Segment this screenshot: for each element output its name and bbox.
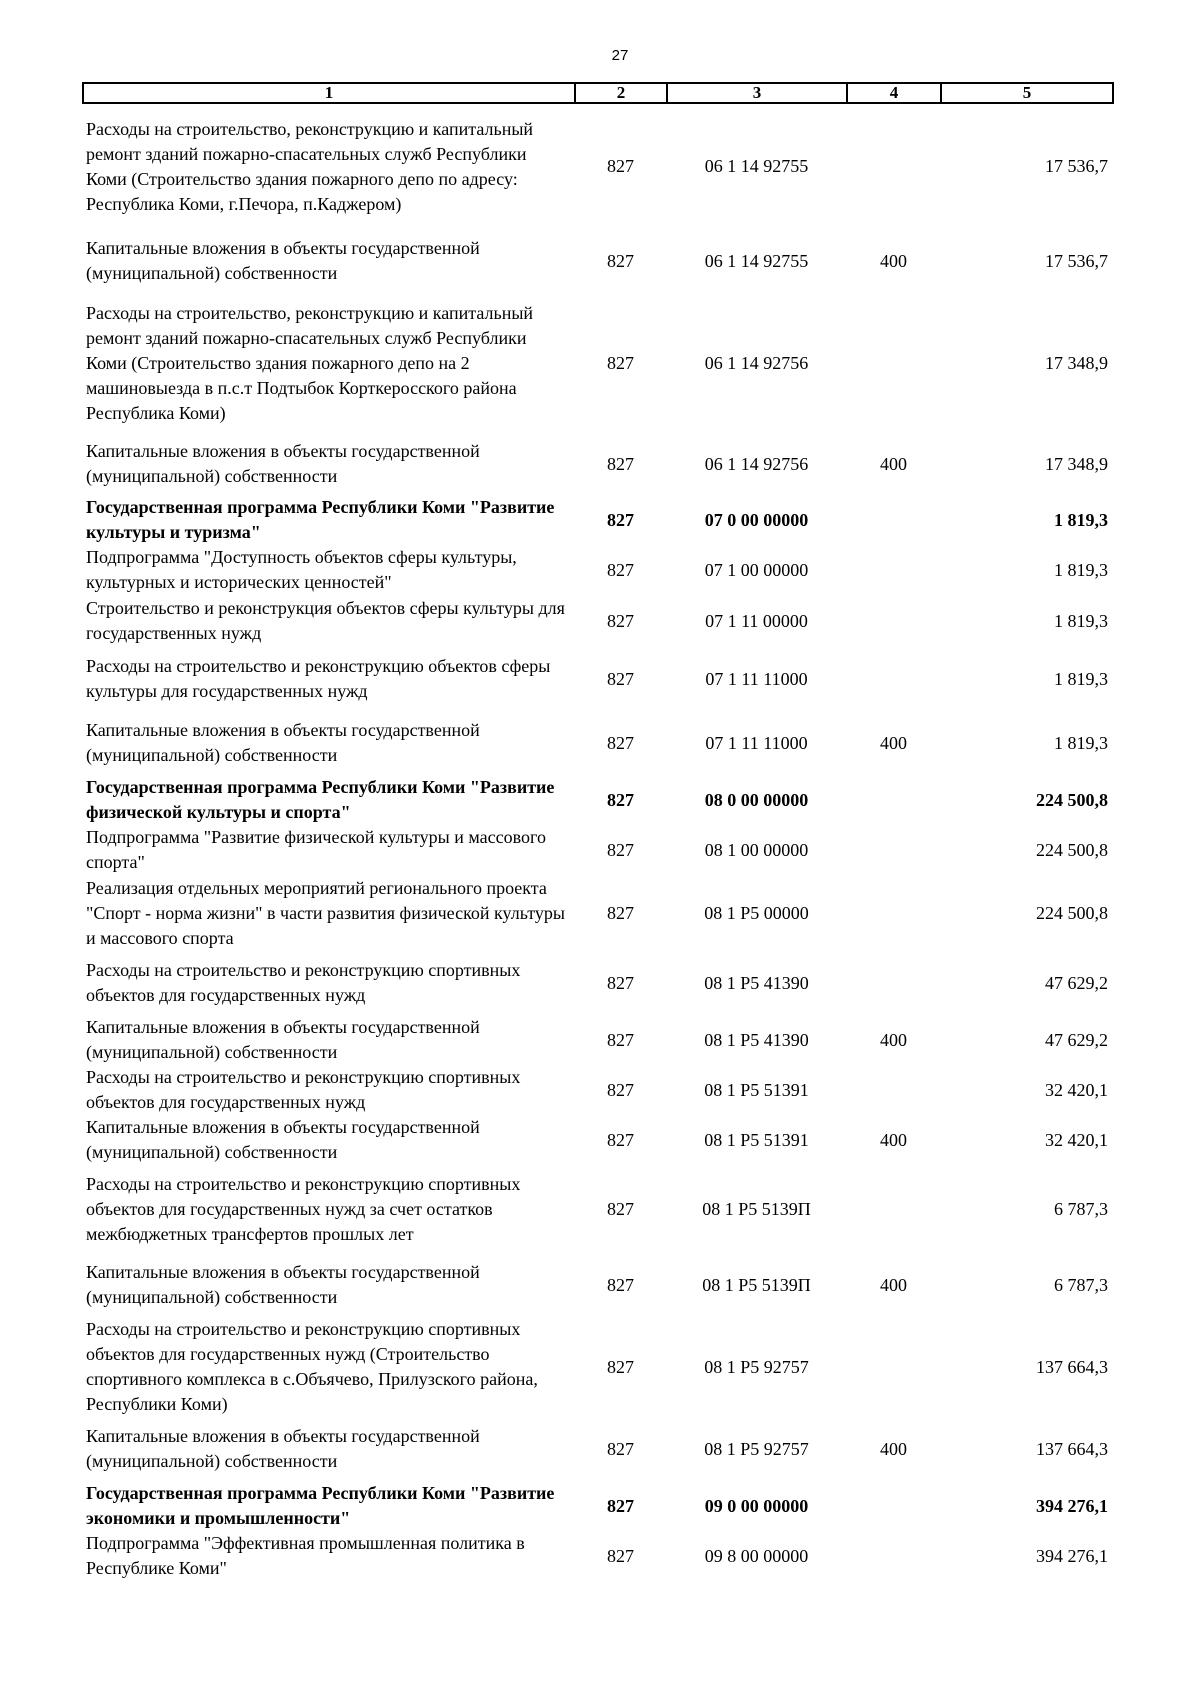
row-name: Расходы на строительство и реконструкцию спортивных объектов для государственных нужд	[86, 960, 521, 1005]
table-row	[83, 647, 1113, 711]
row-amount: 1 819,3	[1054, 732, 1108, 753]
row-name: Расходы на строительство и реконструкцию спортивных объектов для государственных нужд	[86, 1067, 521, 1112]
row-name: Подпрограмма "Развитие физической культуры и массового спорта"	[86, 827, 546, 872]
row-code: 827	[607, 156, 634, 176]
row-expense-type	[847, 647, 941, 711]
table-row	[83, 229, 1113, 293]
row-name: Капитальные вложения в объекты государственной (муниципальной) собственности	[86, 1262, 480, 1307]
header-col-3: 3	[667, 83, 847, 103]
table-row	[83, 875, 1113, 951]
row-expense-type	[847, 1481, 941, 1531]
row-expense-type: 400	[880, 250, 907, 271]
table-row	[83, 775, 1113, 825]
row-name: Расходы на строительство и реконструкцию спортивных объектов для государственных нужд за счет остатков межбюджетных трансфертов прошлых лет	[86, 1173, 521, 1244]
row-expense-type	[847, 103, 941, 229]
table-row	[83, 1417, 1113, 1481]
table-row	[83, 433, 1113, 495]
row-amount: 394 276,1	[1036, 1545, 1108, 1566]
table-row	[83, 951, 1113, 1015]
row-expense-type	[847, 293, 941, 433]
row-name: Государственная программа Республики Коми "Развитие физической культуры и спорта"	[86, 777, 555, 822]
row-target-code: 08 1 P5 41390	[704, 1029, 809, 1050]
row-code: 827	[607, 1198, 634, 1219]
row-code: 827	[607, 1079, 634, 1100]
row-code: 827	[607, 1545, 634, 1566]
row-expense-type: 400	[880, 1438, 907, 1459]
row-expense-type: 400	[880, 732, 907, 753]
table-row	[83, 1317, 1113, 1417]
header-row	[83, 83, 1113, 103]
row-amount: 1 819,3	[1054, 559, 1108, 580]
header-col-1: 1	[83, 83, 575, 103]
row-code: 827	[607, 732, 634, 753]
row-code: 827	[607, 1495, 634, 1516]
row-code: 827	[607, 250, 634, 271]
row-code: 827	[607, 972, 634, 993]
row-amount: 224 500,8	[1036, 902, 1108, 923]
row-name: Капитальные вложения в объекты государственной (муниципальной) собственности	[86, 1426, 480, 1471]
row-target-code: 09 0 00 00000	[704, 1495, 809, 1516]
row-name: Расходы на строительство и реконструкцию спортивных объектов для государственных нужд (Строительство спортивного комплекса в с.Объячево, Прилузского района, Республики Коми)	[86, 1319, 538, 1414]
row-amount: 1 819,3	[1054, 610, 1108, 631]
row-amount: 137 664,3	[1036, 1438, 1108, 1459]
row-target-code: 07 0 00 00000	[704, 509, 809, 530]
row-name: Капитальные вложения в объекты государственной (муниципальной) собственности	[86, 1117, 480, 1162]
row-target-code: 09 8 00 00000	[704, 1545, 809, 1566]
table-row	[83, 545, 1113, 595]
row-target-code: 08 1 P5 92757	[704, 1356, 809, 1377]
row-amount: 224 500,8	[1036, 789, 1108, 810]
row-expense-type	[847, 1317, 941, 1417]
row-code: 827	[607, 509, 634, 530]
row-expense-type	[847, 1531, 941, 1581]
row-name: Капитальные вложения в объекты государственной (муниципальной) собственности	[86, 238, 480, 283]
row-name: Расходы на строительство, реконструкцию и капитальный ремонт зданий пожарно-спасательных служб Республики Коми (Строительство здания пожарного депо по адресу: Республика Коми, г.Печора, п.Каджером)	[86, 118, 534, 214]
row-code: 827	[607, 1029, 634, 1050]
row-target-code: 08 1 P5 92757	[704, 1438, 809, 1459]
table-row	[83, 711, 1113, 775]
table-row	[83, 103, 1113, 229]
header-col-2: 2	[575, 83, 667, 103]
row-name: Капитальные вложения в объекты государственной (муниципальной) собственности	[86, 720, 480, 765]
table-row	[83, 1065, 1113, 1115]
row-target-code: 07 1 00 00000	[704, 559, 809, 580]
row-target-code: 08 1 P5 5139П	[702, 1274, 811, 1295]
row-target-code: 08 1 P5 5139П	[702, 1198, 811, 1219]
row-amount: 17 536,7	[1045, 156, 1108, 176]
row-target-code: 06 1 14 92755	[704, 250, 809, 271]
row-expense-type: 400	[880, 1029, 907, 1050]
row-expense-type	[847, 951, 941, 1015]
row-target-code: 07 1 11 00000	[705, 610, 808, 631]
table-row	[83, 595, 1113, 647]
row-amount: 17 536,7	[1045, 250, 1108, 271]
row-target-code: 07 1 11 11000	[705, 732, 808, 753]
row-amount: 1 819,3	[1054, 668, 1108, 689]
row-name: Реализация отдельных мероприятий регионального проекта "Спорт - норма жизни" в части развития физической культуры и массового спорта	[86, 877, 565, 948]
table-row	[83, 1165, 1113, 1253]
header-col-4: 4	[847, 83, 941, 103]
row-expense-type	[847, 595, 941, 647]
row-code: 827	[607, 1274, 634, 1295]
row-expense-type	[847, 495, 941, 545]
row-code: 827	[607, 668, 634, 689]
row-name: Подпрограмма "Эффективная промышленная политика в Республике Коми"	[86, 1533, 525, 1578]
row-code: 827	[607, 1129, 634, 1150]
row-target-code: 06 1 14 92755	[704, 156, 809, 176]
page-number: 27	[611, 47, 629, 64]
row-target-code: 08 1 P5 51391	[704, 1079, 809, 1100]
row-amount: 6 787,3	[1054, 1274, 1108, 1295]
row-expense-type: 400	[880, 1129, 907, 1150]
row-expense-type	[847, 825, 941, 875]
table-row	[83, 1115, 1113, 1165]
row-name: Государственная программа Республики Коми "Развитие культуры и туризма"	[86, 497, 555, 542]
row-code: 827	[607, 902, 634, 923]
row-name: Строительство и реконструкция объектов сферы культуры для государственных нужд	[86, 598, 565, 643]
table-row	[83, 825, 1113, 875]
row-expense-type: 400	[880, 1274, 907, 1295]
row-code: 827	[607, 352, 634, 373]
table-row	[83, 1481, 1113, 1531]
row-name: Расходы на строительство и реконструкцию объектов сферы культуры для государственных нужд	[86, 656, 551, 701]
row-amount: 137 664,3	[1036, 1356, 1108, 1377]
row-target-code: 08 1 P5 41390	[704, 972, 809, 993]
budget-table	[82, 82, 1114, 1581]
row-target-code: 08 1 P5 00000	[704, 902, 809, 923]
row-code: 827	[607, 1438, 634, 1459]
row-amount: 17 348,9	[1045, 352, 1108, 373]
row-name: Капитальные вложения в объекты государственной (муниципальной) собственности	[86, 441, 480, 486]
row-name: Капитальные вложения в объекты государственной (муниципальной) собственности	[86, 1017, 480, 1062]
row-code: 827	[607, 610, 634, 631]
row-name: Государственная программа Республики Коми "Развитие экономики и промышленности"	[86, 1483, 555, 1528]
row-code: 827	[607, 453, 634, 474]
row-expense-type	[847, 775, 941, 825]
row-amount: 224 500,8	[1036, 839, 1108, 860]
row-target-code: 08 0 00 00000	[704, 789, 809, 810]
row-expense-type	[847, 875, 941, 951]
row-code: 827	[607, 839, 634, 860]
row-target-code: 07 1 11 11000	[705, 668, 808, 689]
row-amount: 394 276,1	[1036, 1495, 1108, 1516]
table-row	[83, 1253, 1113, 1317]
row-amount: 47 629,2	[1045, 1029, 1108, 1050]
row-amount: 17 348,9	[1045, 453, 1108, 474]
row-target-code: 08 1 P5 51391	[704, 1129, 809, 1150]
table-row	[83, 1015, 1113, 1065]
row-amount: 47 629,2	[1045, 972, 1108, 993]
row-name: Подпрограмма "Доступность объектов сферы культуры, культурных и исторических ценностей"	[86, 547, 517, 592]
row-amount: 32 420,1	[1045, 1129, 1108, 1150]
table-row	[83, 1531, 1113, 1581]
row-expense-type: 400	[880, 453, 907, 474]
row-name: Расходы на строительство, реконструкцию и капитальный ремонт зданий пожарно-спасательных служб Республики Коми (Строительство здания пожарного депо на 2 машиновыезда в п.с.т Подтыбок Корткеросского района Республика Коми)	[86, 302, 534, 423]
table-body	[83, 103, 1113, 1581]
row-expense-type	[847, 1065, 941, 1115]
row-code: 827	[607, 559, 634, 580]
table-row	[83, 293, 1113, 433]
row-target-code: 08 1 00 00000	[704, 839, 809, 860]
table-row	[83, 495, 1113, 545]
row-expense-type	[847, 1165, 941, 1253]
row-expense-type	[847, 545, 941, 595]
row-amount: 1 819,3	[1054, 509, 1108, 530]
row-amount: 32 420,1	[1045, 1079, 1108, 1100]
row-amount: 6 787,3	[1054, 1198, 1108, 1219]
header-col-5: 5	[941, 83, 1113, 103]
row-code: 827	[607, 1356, 634, 1377]
row-target-code: 06 1 14 92756	[704, 352, 809, 373]
row-code: 827	[607, 789, 634, 810]
row-target-code: 06 1 14 92756	[704, 453, 809, 474]
